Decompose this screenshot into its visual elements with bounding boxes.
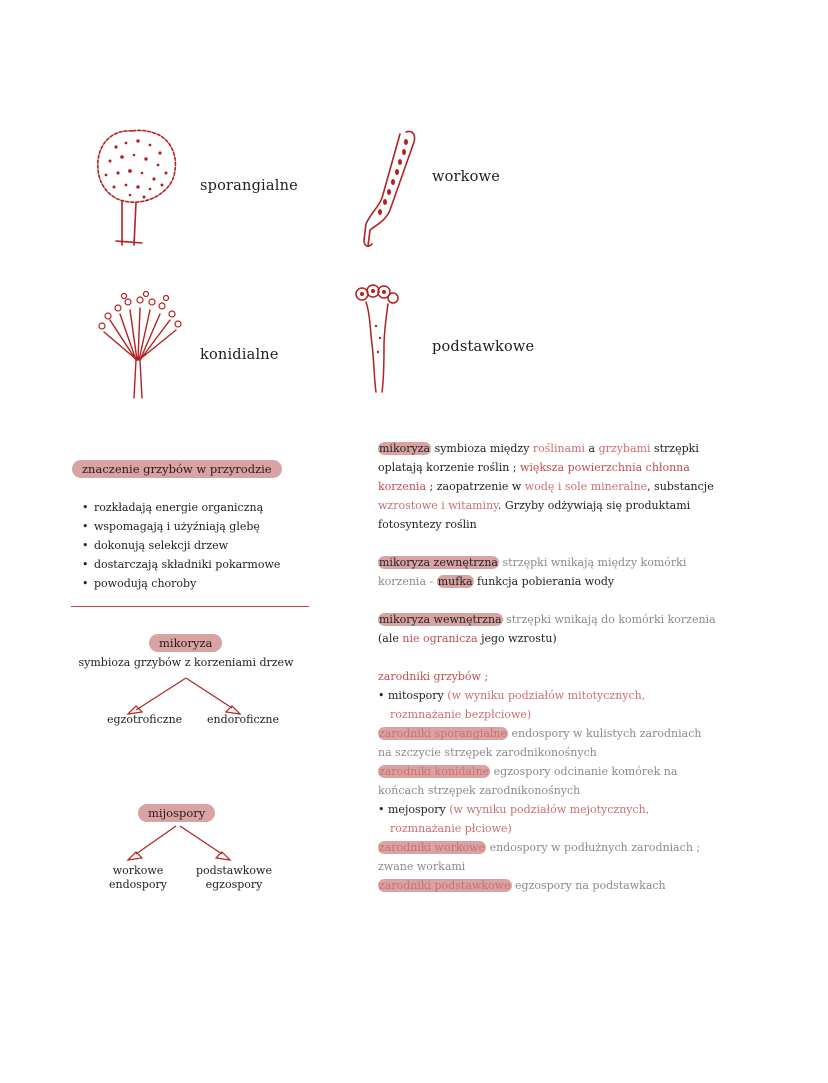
text: funkcja pobierania wody: [473, 575, 615, 588]
term-highlight: mikoryza: [379, 442, 431, 455]
note-line: [378, 705, 828, 724]
term-highlight: zarodniki podstawkowe: [379, 879, 511, 892]
keyword: rozmnażanie bezpłciowe): [390, 708, 532, 721]
text: . Grzyby odżywiają się produktami: [497, 499, 691, 512]
importance-heading: znaczenie grzybów w przyrodzie: [72, 460, 282, 478]
note-line: [378, 458, 818, 477]
note-line: [378, 762, 818, 781]
keyword: rozmnażanie płciowe): [390, 822, 512, 835]
note-line: [378, 819, 828, 838]
text: mitospory: [388, 689, 448, 702]
note-line: [378, 439, 818, 458]
text: symbioza między: [431, 442, 533, 455]
mycorrhiza-heading: mikoryza: [149, 634, 222, 652]
note-line: • mejospory (w wyniku podziałów mejotycznych,: [378, 803, 650, 816]
note-line: [378, 781, 818, 800]
note-line: [378, 724, 818, 743]
text: mejospory: [388, 803, 450, 816]
label-sporangialne: sporangialne: [200, 178, 298, 194]
list-item: • rozkładają energie organiczną: [82, 498, 280, 517]
spores-heading: mijospory: [138, 804, 215, 822]
list-item: • powodują choroby: [82, 574, 280, 593]
section-title: zarodniki grzybów ;: [378, 670, 489, 683]
note-line: [378, 553, 818, 572]
note-line: [378, 743, 818, 762]
text: egzospory odcinanie komórek na: [490, 765, 678, 778]
list-item: • dostarczają składniki pokarmowe: [82, 555, 280, 574]
keyword: grzybami: [598, 442, 651, 455]
keyword: roślinami: [532, 442, 586, 455]
mycorrhiza-right: endoroficzne: [207, 713, 280, 726]
text: strzępki wnikają do komórki korzenia: [502, 613, 716, 626]
text: egzospory na podstawkach: [511, 879, 666, 892]
text: jego wzrostu): [477, 632, 557, 645]
term-highlight: mikoryza zewnętrzna: [379, 556, 498, 569]
note-line: [378, 857, 818, 876]
keyword: korzenia: [378, 480, 427, 493]
text: strzępki wnikają między komórki: [499, 556, 687, 569]
text: a: [585, 442, 599, 455]
term-highlight: mikoryza wewnętrzna: [379, 613, 502, 626]
label-workowe: workowe: [432, 169, 500, 185]
keyword: wzrostowe i witaminy: [378, 499, 498, 512]
text: zwane workami: [378, 860, 466, 873]
term-highlight: zarodniki sporangialne: [379, 727, 507, 740]
note-line: [378, 838, 818, 857]
text: endospory w podłużnych zarodniach ;: [486, 841, 701, 854]
note-line: [378, 629, 818, 648]
note-line: • mitospory (w wyniku podziałów mitotycznych,: [378, 689, 646, 702]
term-highlight: zarodniki workowe: [379, 841, 486, 854]
keyword: wodę i sole mineralne: [524, 480, 648, 493]
note-line: [378, 667, 818, 686]
spores-right: [190, 864, 278, 892]
text: strzępki: [650, 442, 699, 455]
keyword: (w wyniku podziałów mejotycznych,: [449, 803, 650, 816]
note-line: [378, 477, 818, 496]
spores-right-line1: podstawkowe: [196, 864, 272, 877]
conidiophore-icon: [96, 290, 186, 400]
note-line: [378, 515, 818, 534]
sporangium-icon: [92, 125, 182, 247]
spores-left-line1: workowe: [112, 864, 164, 877]
text: końcach strzępek zarodnikonośnych: [378, 784, 581, 797]
text: (ale: [378, 632, 403, 645]
note-line: [378, 610, 818, 629]
text: ; zaopatrzenie w: [426, 480, 525, 493]
spores-right-line2: egzospory: [205, 878, 263, 891]
label-podstawkowe: podstawkowe: [432, 339, 535, 355]
ascus-icon: [360, 128, 420, 250]
term-highlight: zarodniki konidalne: [379, 765, 490, 778]
mycorrhiza-left: egzotroficzne: [107, 713, 183, 726]
keyword: nie ogranicza: [402, 632, 478, 645]
spores-left-line2: endospory: [108, 878, 168, 891]
text: endospory w kulistych zarodniach: [508, 727, 702, 740]
list-item: • dokonują selekcji drzew: [82, 536, 280, 555]
text: na szczycie strzępek zarodnikonośnych: [378, 746, 597, 759]
list-item: • wspomagają i użyźniają glebę: [82, 517, 280, 536]
text: fotosyntezy roślin: [378, 518, 477, 531]
basidium-icon: [352, 282, 402, 394]
importance-list: [82, 498, 280, 593]
label-konidialne: konidialne: [200, 347, 279, 363]
keyword: (w wyniku podziałów mitotycznych,: [447, 689, 646, 702]
text: korzenia -: [378, 575, 437, 588]
mycorrhiza-subtitle: symbioza grzybów z korzeniami drzew: [78, 656, 294, 669]
spores-arrows: [118, 824, 260, 864]
section-divider: [71, 606, 309, 607]
note-line: [378, 876, 818, 895]
keyword: większa powierzchnia chłonna: [520, 461, 690, 474]
spores-left: [100, 864, 176, 892]
term-highlight: mufka: [437, 575, 473, 588]
text: oplatają korzenie roślin ;: [378, 461, 520, 474]
note-line: [378, 572, 818, 591]
text: , substancje: [647, 480, 714, 493]
note-line: [378, 496, 818, 515]
